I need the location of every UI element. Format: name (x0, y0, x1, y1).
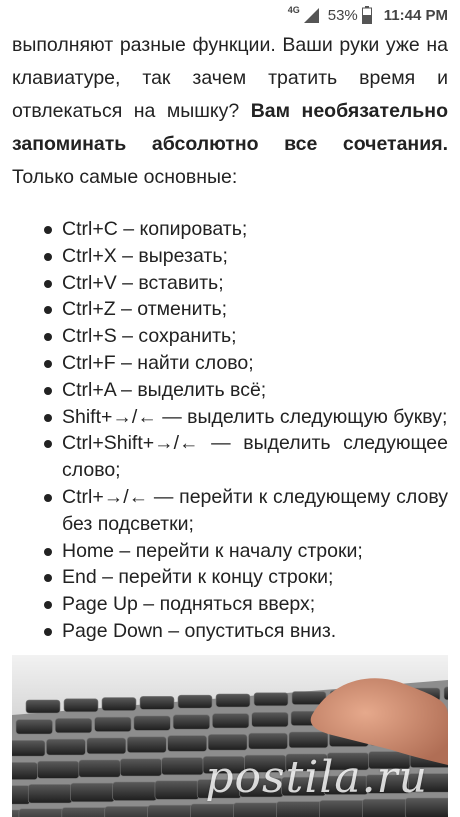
keyboard-key (155, 781, 199, 800)
keyboard-key (254, 693, 288, 706)
keyboard-key (134, 716, 171, 730)
battery-percent: 53% (327, 6, 358, 24)
keyboard-key (16, 720, 53, 734)
keyboard-key (19, 809, 66, 817)
keyboard-key (102, 698, 136, 711)
keyboard-key (26, 700, 60, 713)
keyboard-key (168, 736, 207, 752)
keyboard-key (64, 699, 98, 712)
keyboard-key (46, 739, 85, 755)
shortcut-item: Ctrl+V – вставить; (12, 270, 448, 297)
keyboard-key (12, 762, 38, 779)
keyboard-key (70, 783, 114, 802)
shortcut-list (12, 216, 448, 645)
keyboard-key (12, 740, 45, 756)
shortcut-item: Ctrl+C – копировать; (12, 216, 448, 243)
keyboard-key (276, 802, 323, 817)
shortcut-item: Ctrl+→/← — перейти к следующему слову без подсветки; (12, 484, 448, 538)
watermark: postila.ru (205, 752, 428, 803)
keyboard-key (444, 687, 448, 700)
keyboard-key (252, 712, 289, 726)
keyboard-key (105, 806, 151, 817)
keyboard-key (289, 732, 328, 748)
keyboard-key (191, 804, 238, 817)
intro-bold-text: Вам необязательно запоминать абсолютно все сочетания. (12, 100, 448, 155)
shortcut-item: Ctrl+S – сохранить; (12, 323, 448, 350)
keyboard-key (173, 715, 210, 729)
keyboard-key (212, 714, 249, 728)
keyboard-photo (12, 655, 448, 817)
battery-icon (362, 6, 372, 24)
status-bar (0, 0, 460, 30)
signal-icon (302, 6, 320, 24)
keyboard-key (37, 761, 79, 778)
keyboard-key (87, 738, 126, 754)
keyboard-key (95, 717, 132, 731)
intro-text: выполняют разные функции. Ваши руки уже на клавиатуре, так зачем тратить время и отвлекаться на мышку? (12, 34, 448, 122)
keyboard-key (216, 694, 250, 707)
keyboard-key (234, 803, 280, 817)
keyboard-key (148, 805, 195, 817)
keyboard-key (127, 737, 166, 753)
keyboard-key (140, 696, 174, 709)
intro-paragraph (12, 29, 448, 194)
network-type: 4G (287, 5, 300, 15)
shortcut-item: Ctrl+X – вырезать; (12, 243, 448, 270)
shortcut-item: Page Up – подняться вверх; (12, 591, 448, 618)
shortcut-item: Ctrl+Z – отменить; (12, 296, 448, 323)
keyboard-key (55, 718, 92, 732)
shortcut-item: Page Down – опуститься вниз. (12, 618, 448, 645)
keyboard-key (120, 759, 162, 776)
keyboard-key (12, 786, 30, 805)
keyboard-key (208, 734, 247, 750)
intro-tail-text: Только самые основные: (12, 166, 238, 188)
keyboard-key (178, 695, 212, 708)
shortcut-item: Home – перейти к началу строки; (12, 538, 448, 565)
shortcut-item: Shift+→/← — выделить следующую букву; (12, 404, 448, 431)
shortcut-item: Ctrl+Shift+→/← — выделить следующее слово; (12, 430, 448, 484)
keyboard-key (113, 782, 157, 801)
keyboard-key (249, 733, 288, 749)
clock: 11:44 PM (383, 6, 448, 24)
keyboard-key (162, 758, 204, 775)
keyboard-key (79, 760, 121, 777)
keyboard-key (28, 784, 72, 803)
shortcut-item: End – перейти к концу строки; (12, 564, 448, 591)
article-body (12, 29, 448, 645)
keyboard-key (62, 808, 109, 817)
shortcut-item: Ctrl+A – выделить всё; (12, 377, 448, 404)
shortcut-item: Ctrl+F – найти слово; (12, 350, 448, 377)
